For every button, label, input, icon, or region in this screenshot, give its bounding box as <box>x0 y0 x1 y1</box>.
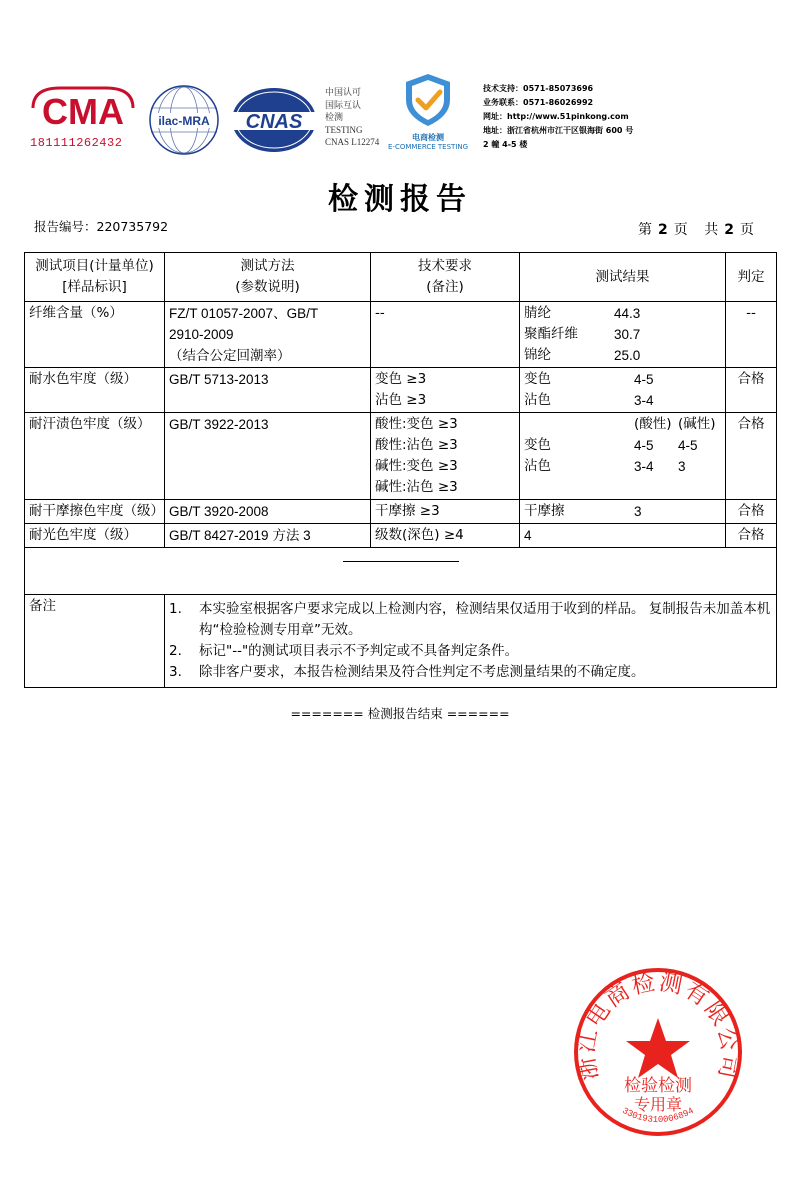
seal-graphic <box>572 966 744 1138</box>
cell-judge: 合格 <box>726 368 777 413</box>
cell-item: 耐光色牢度（级） <box>25 524 165 548</box>
notes-content <box>165 595 777 688</box>
seal-company: 浙江电商检测有限公司 <box>573 969 743 1083</box>
table-row <box>25 524 777 548</box>
ecommerce-cn: 电商检测 <box>412 133 444 142</box>
cell-item: 耐水色牢度（级） <box>25 368 165 413</box>
seal-purpose-1: 检验检测 <box>624 1076 692 1096</box>
table-row <box>25 413 777 500</box>
contact-business: 业务联系：0571-86026992 <box>483 98 594 107</box>
cell-method: GB/T 5713-2013 <box>165 368 371 413</box>
report-number: 报告编号：220735792 <box>34 219 169 234</box>
seal-code: 3301931000689​4 <box>620 1105 696 1126</box>
cell-item: 耐干摩擦色牢度（级） <box>25 500 165 524</box>
cell-method: GB/T 3920-2008 <box>165 500 371 524</box>
cnas-logo <box>230 86 318 154</box>
page-indicator <box>638 219 754 239</box>
ecommerce-logo <box>388 72 468 152</box>
cnas-line: CNAS L12274 <box>325 137 380 147</box>
cell-method: GB/T 8427-2019 方法 3 <box>165 524 371 548</box>
contact-address: 地址：浙江省杭州市江干区银海街 600 号 <box>483 126 634 135</box>
page-label: 第 <box>638 222 653 238</box>
notes-label: 备注 <box>25 595 165 688</box>
page-current: 2 <box>658 222 668 238</box>
cell-item: 耐汗渍色牢度（级） <box>25 413 165 500</box>
note-item: 3. 除非客户要求，本报告检测结果及符合性判定不考虑测量结果的不确定度。 <box>169 664 645 680</box>
cnas-caption <box>325 86 379 149</box>
note-item: 1. 本实验室根据客户要求完成以上检测内容，检测结果仅适用于收到的样品。 复制报告未加盖本机构“检验检测专用章”无效。 <box>169 601 771 638</box>
report-end-marker: ======= 检测报告结束 ====== <box>290 706 510 721</box>
report-title: 检测报告 <box>328 182 472 217</box>
cell-requirement: 酸性:变色 ≥3 酸性:沾色 ≥3 碱性:变色 ≥3 碱性:沾色 ≥3 <box>371 413 520 500</box>
cell-result: 4 <box>520 524 726 548</box>
ecommerce-en: E-COMMERCE TESTING <box>388 143 469 151</box>
cell-judge: 合格 <box>726 413 777 500</box>
blank-row <box>25 548 777 595</box>
cma-mark <box>30 84 136 132</box>
header-result: 测试结果 <box>520 253 726 302</box>
table-row <box>25 500 777 524</box>
cell-result: (酸性) (碱性) 变色 4-5 4-5 沾色 3-4 3 <box>520 413 726 500</box>
contact-website: 网址：http://www.51pinkong.com <box>483 112 629 121</box>
cell-requirement: -- <box>371 302 520 368</box>
cell-judge: -- <box>726 302 777 368</box>
cell-item: 纤维含量（%） <box>25 302 165 368</box>
results-table <box>24 252 777 688</box>
contact-tech: 技术支持：0571-85073696 <box>483 84 594 93</box>
page-label: 页 <box>740 222 754 238</box>
page-total: 2 <box>724 222 734 238</box>
notes-row <box>25 595 777 688</box>
table-header-row <box>25 253 777 302</box>
page-label: 共 <box>704 222 719 238</box>
header-item: 测试项目(计量单位) [样品标识] <box>25 253 165 302</box>
table-row <box>25 368 777 413</box>
cma-number: 181111262432 <box>30 136 123 150</box>
page-label: 页 <box>673 222 688 238</box>
cma-logo <box>30 84 136 150</box>
cell-judge: 合格 <box>726 524 777 548</box>
cell-judge: 合格 <box>726 500 777 524</box>
cell-result: 干摩擦 3 <box>520 500 726 524</box>
cnas-line: 中国认可 <box>325 87 362 97</box>
cnas-text: CNAS <box>245 111 303 133</box>
seal-purpose-2: 专用章 <box>633 1095 683 1114</box>
cnas-line: 检测 <box>325 112 344 122</box>
shield-check-icon <box>388 72 468 128</box>
ilac-logo <box>148 84 220 156</box>
contact-block <box>483 82 633 152</box>
company-seal <box>572 966 744 1138</box>
cnas-line: 国际互认 <box>325 99 362 110</box>
header-method: 测试方法 (参数说明) <box>165 253 371 302</box>
cell-result: 变色 4-5 沾色 3-4 <box>520 368 726 413</box>
star-icon <box>626 1018 690 1078</box>
contact-address-2: 2 幢 4-5 楼 <box>483 140 528 149</box>
table-row <box>25 302 777 368</box>
ilac-text: ilac-MRA <box>158 114 210 128</box>
separator-line <box>343 561 459 562</box>
header-judge: 判定 <box>726 253 777 302</box>
cell-requirement: 级数(深色) ≥4 <box>371 524 520 548</box>
note-item: 2. 标记"--"的测试项目表示不予判定或不具备判定条件。 <box>169 643 519 659</box>
cell-result: 腈纶 44.3 聚酯纤维 30.7 锦纶 25.0 <box>520 302 726 368</box>
cell-requirement: 干摩擦 ≥3 <box>371 500 520 524</box>
cell-method: FZ/T 01057-2007、GB/T 2910-2009 （结合公定回潮率） <box>165 302 371 368</box>
cell-requirement: 变色 ≥3 沾色 ≥3 <box>371 368 520 413</box>
cnas-line: TESTING <box>325 124 363 135</box>
cma-text: CMA <box>42 91 124 132</box>
cell-method: GB/T 3922-2013 <box>165 413 371 500</box>
header-requirement: 技术要求 (备注) <box>371 253 520 302</box>
